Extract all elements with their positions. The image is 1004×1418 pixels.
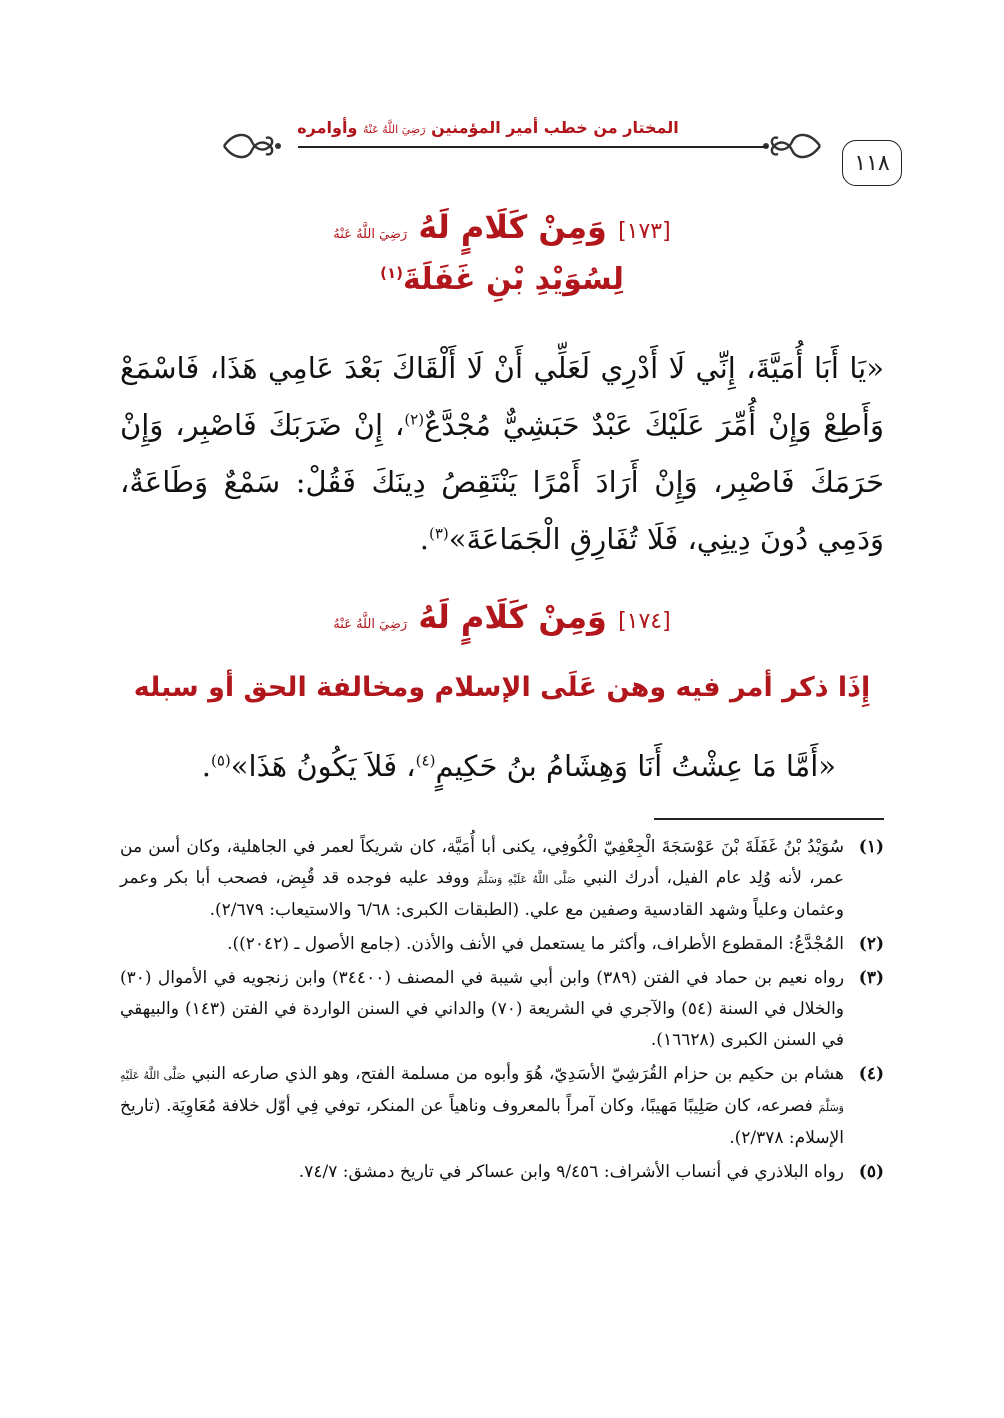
- footnote-number: (٥): [858, 1162, 884, 1182]
- footnotes: [120, 832, 884, 1191]
- footnote-ref: (٢): [404, 410, 425, 429]
- footnote-2: [120, 929, 884, 960]
- footnote-1: [120, 832, 884, 926]
- footnote-3: [120, 963, 884, 1056]
- honorific-glyph: صَلَّى اللَّهُ عَلَيْهِ وَسَلَّمَ: [476, 873, 576, 886]
- honorific-glyph: رَضِيَ اللَّهُ عَنْهُ: [333, 617, 408, 632]
- footnote-text: هشام بن حكيم بن حزام القُرَشِيّ الأسَدِيّ، هُوَ وأبوه من مسلمة الفتح، وهو الذي صارعه النبي صَلَّى اللَّهُ عَلَيْهِ وَسَلَّمَ فصرعه، كان صَلِيبًا مَهيبًا، وكان آمراً بالمعروف وناهياً عن المنكر، توفي فِي أوّل خلافة مُعَاوِيَة. (تاريخ الإسلام: ٢/٣٧٨).: [120, 1064, 844, 1148]
- page-header: [0, 118, 1004, 188]
- section-173-text: «يَا أَبَا أُمَيَّةَ، إِنِّي لَا أَدْرِي لَعَلِّي أَنْ لَا أَلْقَاكَ بَعْدَ عَامِي هَذَا، فَاسْمَعْ وَأَطِعْ وَإِنْ أُمِّرَ عَلَيْكَ عَبْدٌ حَبَشِيٌّ مُجْدَّعٌ$^{(٢)}$، إِنْ ضَرَبَكَ فَاصْبِر، وَإِنْ حَرَمَكَ فَاصْبِر، وَإِنْ أَرَادَ أَمْرًا يَنْتَقِصُ دِينَكَ فَقُلْ: سَمْعٌ وَطَاعَةٌ، وَدَمِي دُونَ دِينِي، فَلَا تُفَارِقِ الْجَمَاعَةَ»$^{(٣)}$.: [120, 351, 884, 556]
- footnote-number: (٣): [858, 968, 884, 988]
- footnote-separator: [654, 818, 884, 820]
- footnote-number: (٤): [858, 1064, 884, 1084]
- footnote-ref: (٥): [211, 751, 231, 770]
- section-number: [١٧٣]: [618, 219, 671, 244]
- footnote-text: رواه البلاذري في أنساب الأشراف: ٩/٤٥٦ وابن عساكر في تاريخ دمشق: ٧٤/٧.: [298, 1162, 844, 1182]
- section-174-subtitle: إِذَا ذكر أمر فيه وهن عَلَى الإسلام ومخالفة الحق أو سبله: [133, 672, 871, 703]
- footnote-text: المُجْدَّعُ: المقطوع الأطراف، وأكثر ما يستعمل في الأنف والأذن. (جامع الأصول ـ (٢٠٤٢)).: [227, 934, 844, 954]
- section-174-text: «أَمَّا مَا عِشْتُ أَنَا وَهِشَامُ بنُ حَكِيمٍ$^{(٤)}$، فَلاَ يَكُونُ هَذَا»$^{(٥)}$.: [201, 749, 836, 783]
- footnote-number: (٢): [858, 934, 884, 954]
- running-title: المختار من خطب أمير المؤمنين رَضِيَ اللَّهُ عَنْهُ وأوامره: [297, 118, 679, 137]
- footnote-number: (١): [858, 837, 884, 857]
- section-173-subtitle: لِسُوَيْدِ بْنِ غَفَلَةَ$^{(١)}$: [380, 262, 624, 297]
- section-number: [١٧٤]: [618, 609, 671, 634]
- footnote-text: رواه نعيم بن حماد في الفتن (٣٨٩) وابن أبي شيبة في المصنف (٣٤٤٠٠) وابن زنجويه في الأموال (٣٠) والخلال في السنة (٥٤) والآجري في الشريعة (٧٠) والداني في السنن الواردة في الفتن (١٤٣) والبيهقي في السنن الكبرى (١٦٦٢٨).: [120, 968, 845, 1050]
- honorific-glyph: رَضِيَ اللَّهُ عَنْهُ: [362, 123, 426, 136]
- section-title: وَمِنْ كَلَامٍ لَهُ: [418, 598, 607, 636]
- footnote-4: [120, 1059, 884, 1154]
- footnote-ref: (٣): [428, 524, 449, 543]
- footnote-text: سُوَيْدُ بْنُ غَفَلَةَ بْنَ عَوْسَجَةَ الْجِعْفِيّ الْكُوفِي، يكنى أبا أُمَيَّة، كان شريكاً لعمر في الجاهلية، وكان أسن من عمر، لأنه وُلِد عام الفيل، أدرك النبي صَلَّى اللَّهُ عَلَيْهِ وَسَلَّمَ ووفد عليه فوجده قد قُبِض، فصحب أبا بكر وعمر وعثمان وعلياً وشهد القادسية وصفين مع علي. (الطبقات الكبرى: ٦/٦٨ والاستيعاب: ٢/٦٧٩).: [120, 837, 845, 920]
- header-rule: [298, 146, 768, 148]
- header-ornament-left-icon: [222, 128, 282, 164]
- footnote-ref: (١): [380, 264, 403, 282]
- page-number: ١١٨: [842, 140, 902, 186]
- honorific-glyph: صَلَّى اللَّهُ عَلَيْهِ وَسَلَّمَ: [120, 1069, 844, 1114]
- section-173-heading: [80, 208, 924, 246]
- header-ornament-right-icon: [762, 128, 822, 164]
- honorific-glyph: رَضِيَ اللَّهُ عَنْهُ: [333, 227, 408, 242]
- footnote-ref: (٤): [415, 751, 436, 770]
- section-title: وَمِنْ كَلَامٍ لَهُ: [418, 208, 607, 246]
- footnote-5: [120, 1157, 884, 1188]
- section-174-heading: [80, 598, 924, 636]
